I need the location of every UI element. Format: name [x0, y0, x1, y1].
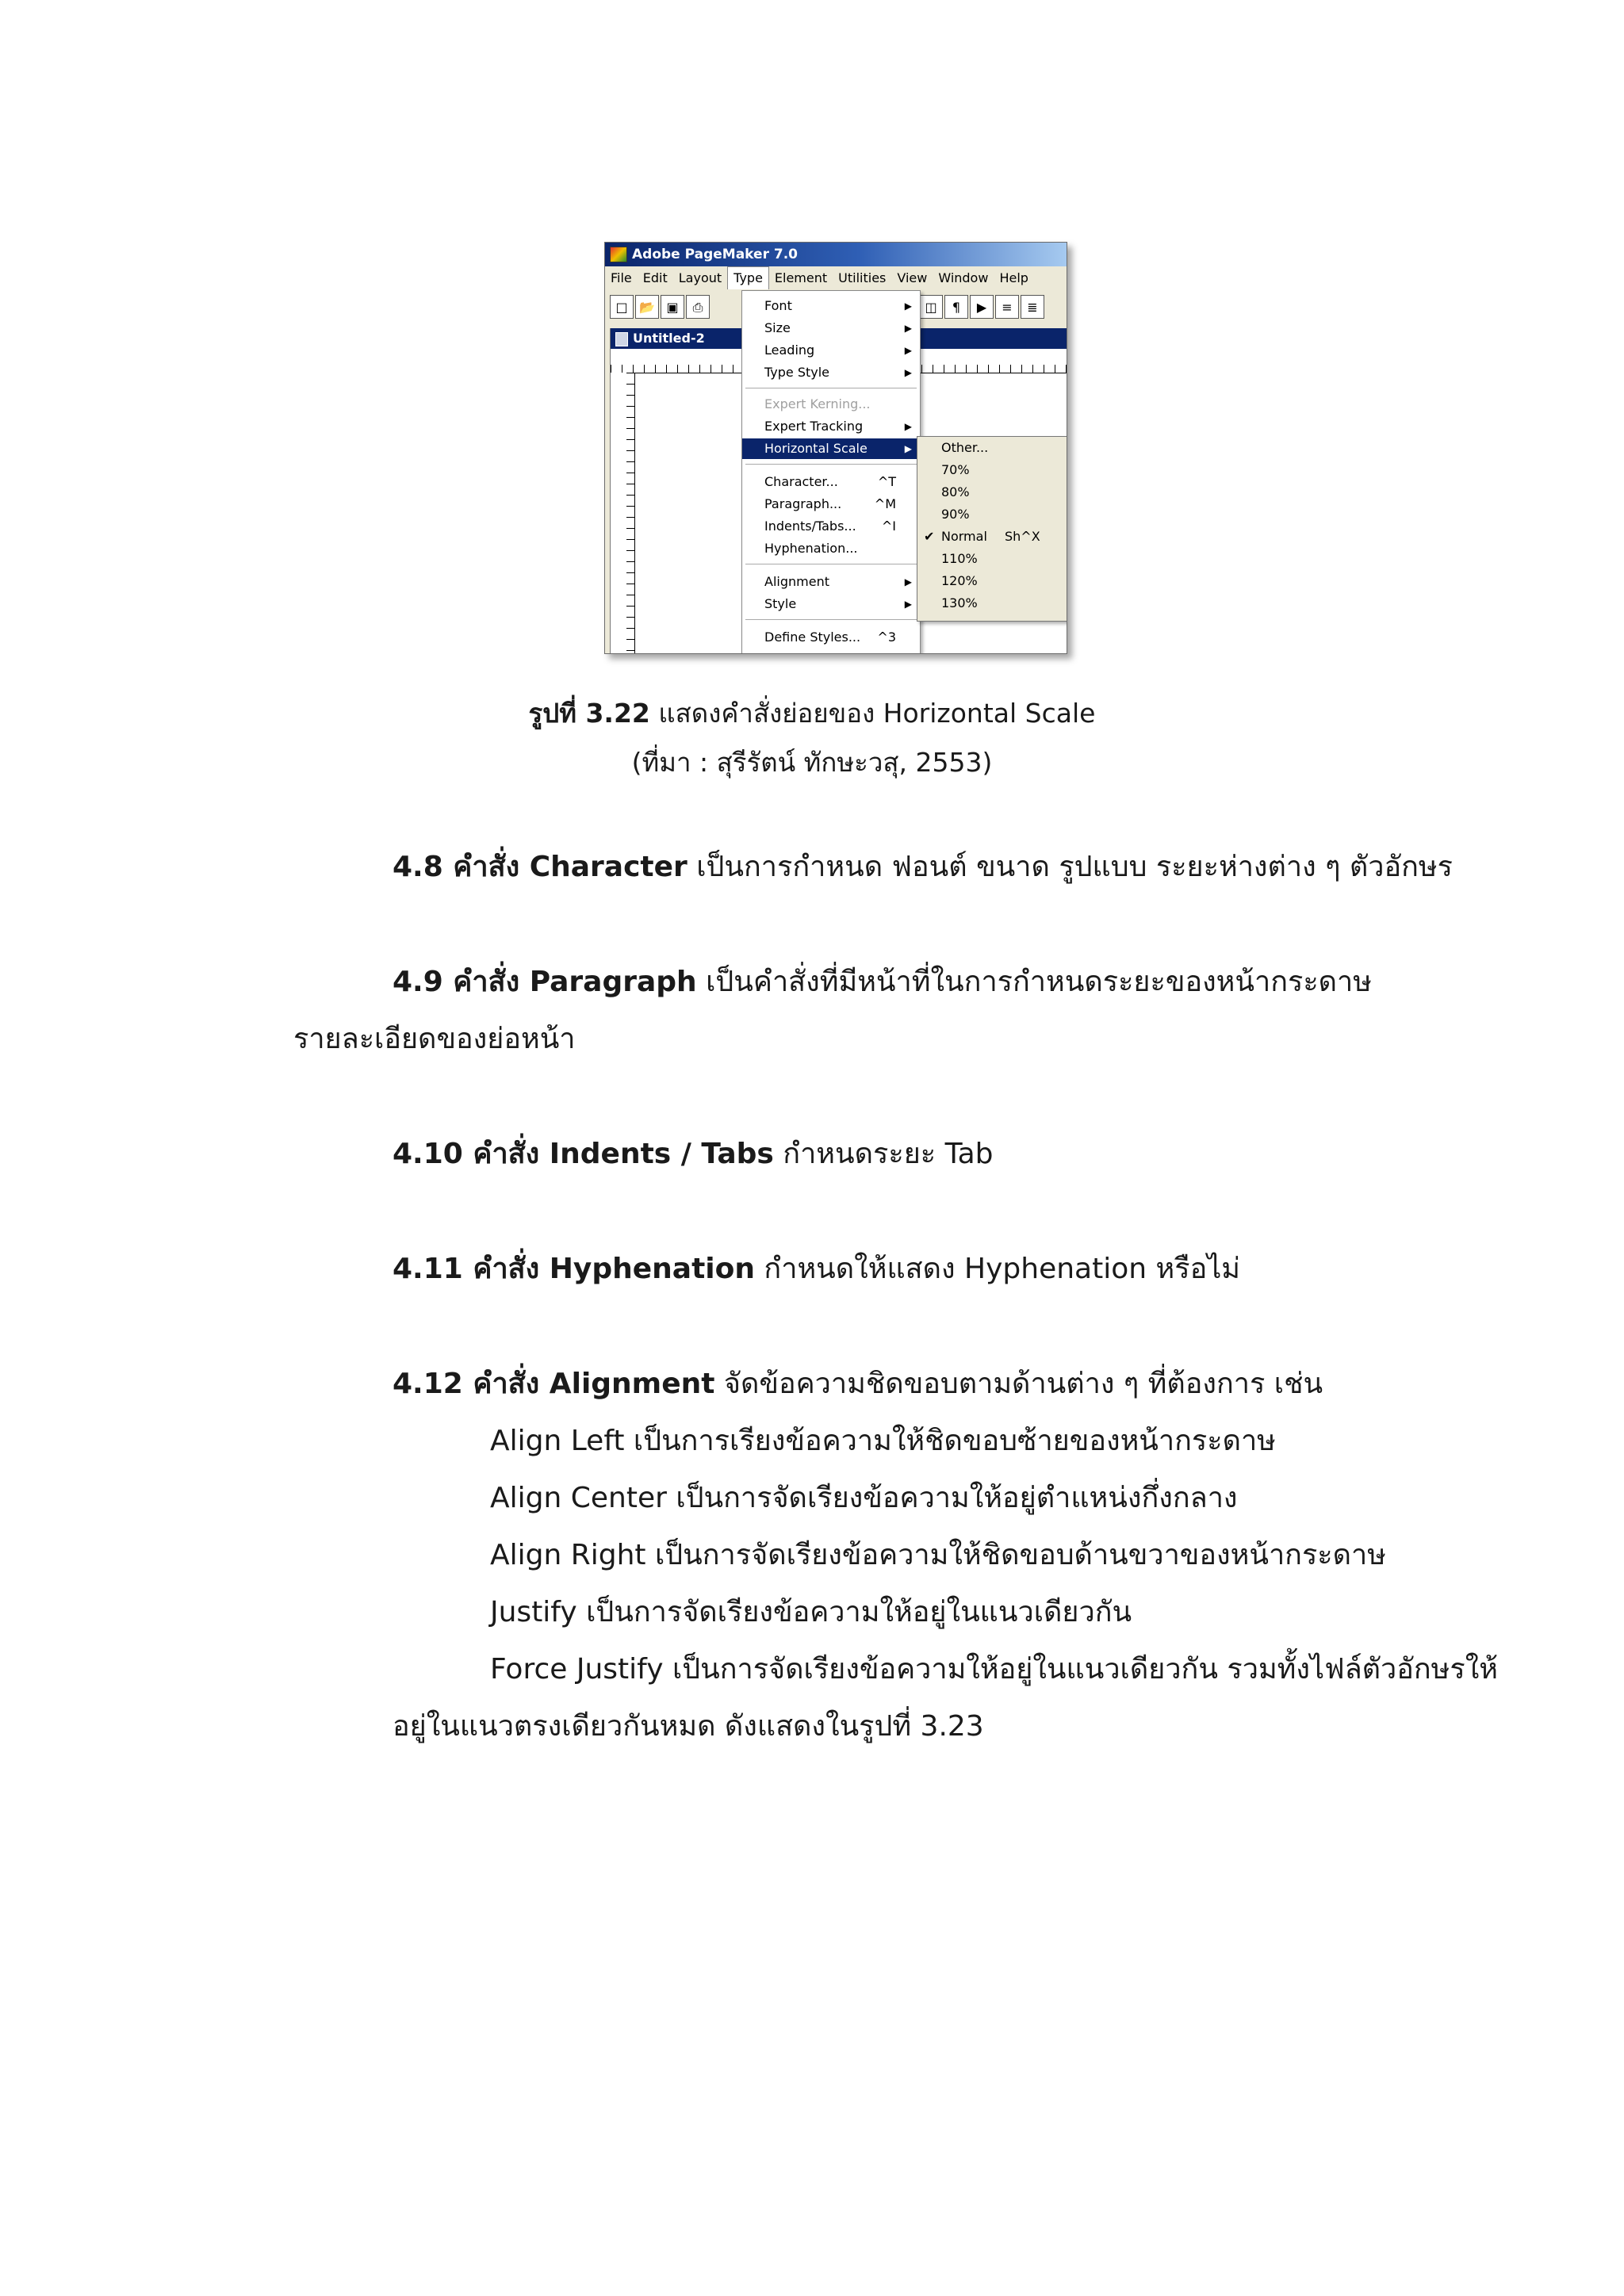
figure-label: รูปที่ 3.22 — [528, 698, 650, 729]
numbered-list-icon[interactable]: ≣ — [1021, 295, 1044, 319]
submenu-arrow-icon: ▶ — [904, 421, 912, 432]
section-4-9 — [393, 965, 1372, 999]
menu-window[interactable]: Window — [938, 270, 989, 285]
pilcrow-icon[interactable]: ¶ — [944, 295, 968, 319]
section-4-8-body: เป็นการกำหนด ฟอนต์ ขนาด รูปแบบ ระยะห่างต่าง ๆ ตัวอักษร — [687, 851, 1453, 883]
section-4-12-heading: 4.12 คำสั่ง Alignment — [393, 1368, 715, 1400]
document-icon — [615, 332, 628, 346]
menu-item-style[interactable]: Style ▶ — [742, 594, 920, 614]
section-4-11 — [393, 1252, 1240, 1286]
save-icon[interactable]: ▣ — [661, 295, 684, 319]
text-flow-icon[interactable]: ▶ — [970, 295, 994, 319]
submenu-item-other[interactable]: Other... — [941, 440, 989, 455]
document-title: Untitled-2 — [633, 331, 705, 346]
section-4-12-body: จัดข้อความชิดขอบตามด้านต่าง ๆ ที่ต้องการ เช่น — [714, 1368, 1323, 1400]
menu-file[interactable]: File — [611, 270, 632, 285]
menu-item-paragraph[interactable]: Paragraph... ^M — [764, 496, 896, 511]
alignment-item-align-center: Align Center เป็นการจัดเรียงข้อความให้อยู่ตำแหน่งกึ่งกลาง — [490, 1482, 1238, 1514]
submenu-arrow-icon: ▶ — [904, 300, 912, 312]
submenu-arrow-icon: ▶ — [904, 443, 912, 454]
submenu-arrow-icon: ▶ — [904, 345, 912, 356]
section-4-12 — [393, 1367, 1323, 1401]
section-4-10-body: กำหนดระยะ Tab — [773, 1138, 994, 1170]
figure-caption — [0, 698, 1624, 729]
figure-source: (ที่มา : สุรีรัตน์ ทักษะวสุ, 2553) — [631, 747, 993, 778]
bullet-list-icon[interactable]: ≡ — [995, 295, 1019, 319]
menu-item-character[interactable]: Character... ^T — [764, 474, 896, 489]
vertical-ruler — [611, 373, 635, 653]
submenu-item-110[interactable]: 110% — [941, 551, 978, 566]
menu-utilities[interactable]: Utilities — [838, 270, 887, 285]
menu-help[interactable]: Help — [999, 270, 1028, 285]
menu-separator — [745, 464, 917, 465]
type-menu-dropdown — [741, 290, 921, 654]
frame-icon[interactable]: ◫ — [919, 295, 943, 319]
section-4-9-heading: 4.9 คำสั่ง Paragraph — [393, 966, 697, 998]
section-4-10-heading: 4.10 คำสั่ง Indents / Tabs — [393, 1138, 774, 1170]
menu-item-expert-tracking[interactable]: Expert Tracking ▶ — [742, 416, 920, 437]
submenu-item-120[interactable]: 120% — [941, 573, 978, 588]
menu-item-expert-kerning: Expert Kerning... — [764, 396, 871, 411]
menu-separator — [745, 619, 917, 620]
submenu-arrow-icon: ▶ — [904, 323, 912, 334]
new-file-icon[interactable]: □ — [610, 295, 634, 319]
alignment-item-align-left: Align Left เป็นการเรียงข้อความให้ชิดขอบซ้ายของหน้ากระดาษ — [490, 1425, 1276, 1457]
checkmark-icon: ✔ — [924, 529, 935, 544]
alignment-item-align-right: Align Right เป็นการจัดเรียงข้อความให้ชิดขอบด้านขวาของหน้ากระดาษ — [490, 1539, 1386, 1571]
menubar — [605, 266, 1067, 290]
submenu-item-70[interactable]: 70% — [941, 462, 970, 477]
menu-view[interactable]: View — [897, 270, 928, 285]
section-4-9-continuation: รายละเอียดของย่อหน้า — [293, 1023, 576, 1055]
section-4-10 — [393, 1137, 994, 1171]
section-4-8-heading: 4.8 คำสั่ง Character — [393, 851, 688, 883]
submenu-item-80[interactable]: 80% — [941, 484, 970, 499]
window-title: Adobe PageMaker 7.0 — [632, 247, 798, 262]
print-icon[interactable]: ⎙ — [686, 295, 710, 319]
open-folder-icon[interactable]: 📂 — [635, 295, 659, 319]
submenu-arrow-icon: ▶ — [904, 576, 912, 587]
submenu-item-130[interactable]: 130% — [941, 595, 978, 610]
alignment-item-justify: Justify เป็นการจัดเรียงข้อความให้อยู่ในแนวเดียวกัน — [490, 1596, 1132, 1628]
submenu-arrow-icon: ▶ — [904, 599, 912, 610]
alignment-item-force-justify: Force Justify เป็นการจัดเรียงข้อความให้อยู่ในแนวเดียวกัน รวมทั้งไฟล์ตัวอักษรให้ — [490, 1653, 1499, 1686]
window-titlebar — [605, 243, 1067, 266]
menu-item-hyphenation[interactable]: Hyphenation... — [764, 541, 858, 556]
submenu-item-90[interactable]: 90% — [941, 507, 970, 522]
menu-item-leading[interactable]: Leading ▶ — [742, 340, 920, 361]
menu-item-type-style[interactable]: Type Style ▶ — [742, 362, 920, 383]
menu-item-horizontal-scale[interactable]: Horizontal Scale ▶ — [742, 438, 920, 459]
menu-item-font[interactable]: Font ▶ — [742, 296, 920, 316]
section-4-11-body: กำหนดให้แสดง Hyphenation หรือไม่ — [754, 1253, 1241, 1285]
submenu-item-normal[interactable]: ✔ Normal Sh^X — [917, 526, 1067, 548]
menu-item-size[interactable]: Size ▶ — [742, 318, 920, 339]
section-4-11-heading: 4.11 คำสั่ง Hyphenation — [393, 1253, 755, 1285]
menu-layout[interactable]: Layout — [678, 270, 722, 285]
pagemaker-window — [604, 242, 1067, 654]
menu-item-alignment[interactable]: Alignment ▶ — [742, 572, 920, 592]
menu-item-define-styles[interactable]: Define Styles... ^3 — [764, 629, 896, 645]
submenu-arrow-icon: ▶ — [904, 367, 912, 378]
menu-item-indents-tabs[interactable]: Indents/Tabs... ^I — [764, 519, 896, 534]
menu-edit[interactable]: Edit — [642, 270, 668, 285]
figure-screenshot — [604, 242, 1072, 658]
section-4-8 — [393, 850, 1453, 884]
figure-caption-text: แสดงคำสั่งย่อยของ Horizontal Scale — [649, 698, 1096, 729]
section-4-12-continuation: อยู่ในแนวตรงเดียวกันหมด ดังแสดงในรูปที่ 3.23 — [393, 1710, 984, 1743]
menu-type[interactable]: Type — [727, 266, 769, 289]
menu-element[interactable]: Element — [774, 270, 828, 285]
horizontal-scale-submenu — [917, 436, 1067, 622]
section-4-9-body: เป็นคำสั่งที่มีหน้าที่ในการกำหนดระยะของหน้ากระดาษ — [696, 966, 1372, 998]
pagemaker-app-icon — [610, 247, 627, 262]
